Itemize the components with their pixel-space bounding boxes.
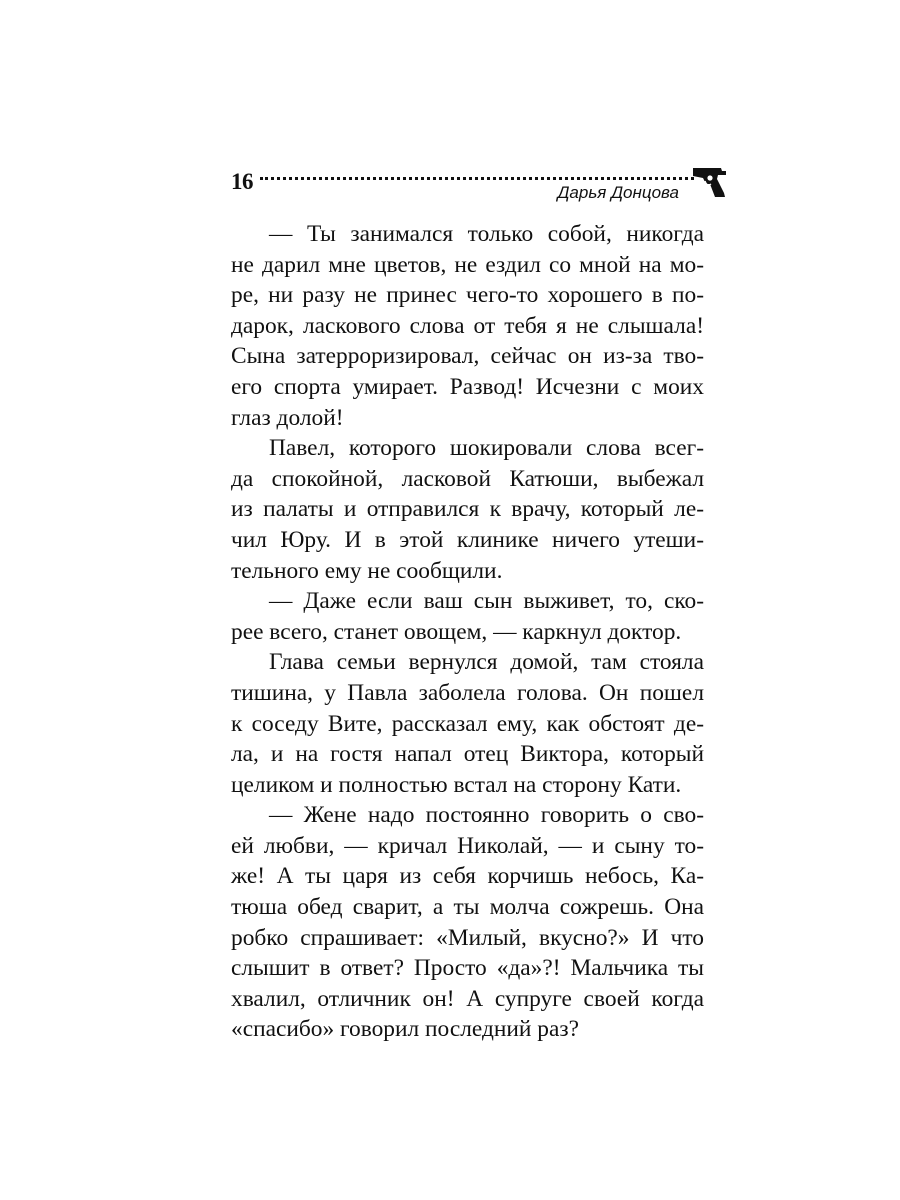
text-line: Павел, которого шокировали слова всег- xyxy=(269,435,704,462)
text-line: Глава семьи вернулся домой, там стояла xyxy=(269,649,704,676)
text-line: Сына затерроризировал, сейчас он из-за тво- xyxy=(231,343,704,370)
text-line: ей любви, — кричал Николай, — и сыну то- xyxy=(231,832,704,859)
page-number: 16 xyxy=(231,169,253,194)
text-line: «спасибо» говорил последний раз? xyxy=(231,1016,579,1043)
text-line: рее всего, станет овощем, — каркнул доктор. xyxy=(231,618,682,645)
paragraph xyxy=(231,219,704,433)
text-line: ре, ни разу не принес чего-то хорошего в по- xyxy=(231,282,704,309)
text-line: его спорта умирает. Развод! Исчезни с моих xyxy=(231,373,704,400)
text-line: целиком и полностью встал на сторону Кати. xyxy=(231,771,682,798)
paragraph xyxy=(231,433,704,586)
text-line: тельного ему не сообщили. xyxy=(231,557,503,584)
paragraph xyxy=(231,647,704,800)
text-line: робко спрашивает: «Милый, вкусно?» И что xyxy=(231,924,704,951)
body-text xyxy=(231,219,704,1045)
text-line: не дарил мне цветов, не ездил со мной на мо- xyxy=(231,251,704,278)
text-line: да спокойной, ласковой Катюши, выбежал xyxy=(231,465,704,492)
dotted-rule xyxy=(260,177,694,180)
text-line: из палаты и отправился к врачу, который ле- xyxy=(231,496,704,523)
paragraph xyxy=(231,586,704,647)
text-line: к соседу Вите, рассказал ему, как обстоят де- xyxy=(231,710,704,737)
text-line: слышит в ответ? Просто «да»?! Мальчика ты xyxy=(231,955,704,982)
paragraph xyxy=(231,800,704,1045)
running-header-author: Дарья Донцова xyxy=(557,183,679,202)
running-header xyxy=(231,163,731,203)
text-line: — Даже если ваш сын выживет, то, ско- xyxy=(269,588,704,615)
text-line: тюша обед сварит, а ты молча сожрешь. Она xyxy=(231,894,704,921)
text-line: — Ты занимался только собой, никогда xyxy=(269,221,704,247)
revolver-icon xyxy=(691,166,731,198)
text-line: хвалил, отличник он! А супруге своей когда xyxy=(231,985,704,1012)
text-line: дарок, ласкового слова от тебя я не слышала! xyxy=(231,312,704,339)
text-line: — Жене надо постоянно говорить о сво- xyxy=(269,802,704,829)
text-line: тишина, у Павла заболела голова. Он пошел xyxy=(231,679,704,706)
text-line: ла, и на гостя напал отец Виктора, который xyxy=(231,741,704,768)
text-line: чил Юру. И в этой клинике ничего утеши- xyxy=(231,526,704,553)
text-line: глаз долой! xyxy=(231,404,344,431)
text-line: же! А ты царя из себя корчишь небось, Ка- xyxy=(231,863,704,890)
